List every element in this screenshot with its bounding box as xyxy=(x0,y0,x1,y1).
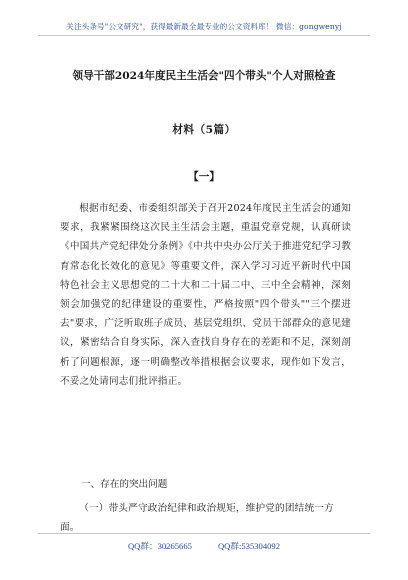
section-heading: 一、存在的突出问题 xyxy=(81,479,168,490)
section-marker: 【一】 xyxy=(188,171,220,183)
document-title-continued: 材料（5篇） xyxy=(172,124,236,136)
subsection-heading: （一）带头严守政治纪律和政治规矩，维护党的团结统一方面。 xyxy=(60,503,334,534)
header-banner: 关注头条号"公文研究"，获得最新最全最专业的公文资料库！ 微信：gongwenyj xyxy=(66,22,342,31)
footer-qq-group-2: QQ群:535304092 xyxy=(217,541,281,551)
footer xyxy=(0,540,408,552)
document-title: 领导干部2024年度民主生活会"四个带头"个人对照检查 xyxy=(72,70,336,82)
intro-paragraph: 根据市纪委、市委组织部关于召开2024年度民主生活会的通知要求，我紧紧围绕这次民主生活会主题，重温党章党规，认真研读《中国共产党纪律处分条例》《中共中央办公厅关于推进党纪学习教育常态化长效化的意见》等重要文件，深入学习习近平新时代中国特色社会主义思想党的二十大和二十届二中、三中全会精神，深刻领会加强党的纪律建设的重要性，严格按照"四个带头""三个摆进去"要求，广泛听取班子成员、基层党组织、党员干部群众的意见建议，紧密结合自身实际，深入查找自身存在的差距和不足，深刻剖析了问题根源，逐一明确整改举措根据会议要求，现作如下发言，不妥之处请同志们批评指正。 xyxy=(60,203,351,387)
footer-qq-group-1: QQ群：30265665 xyxy=(127,541,192,551)
footer-divider xyxy=(38,533,370,534)
header-divider xyxy=(38,35,370,36)
